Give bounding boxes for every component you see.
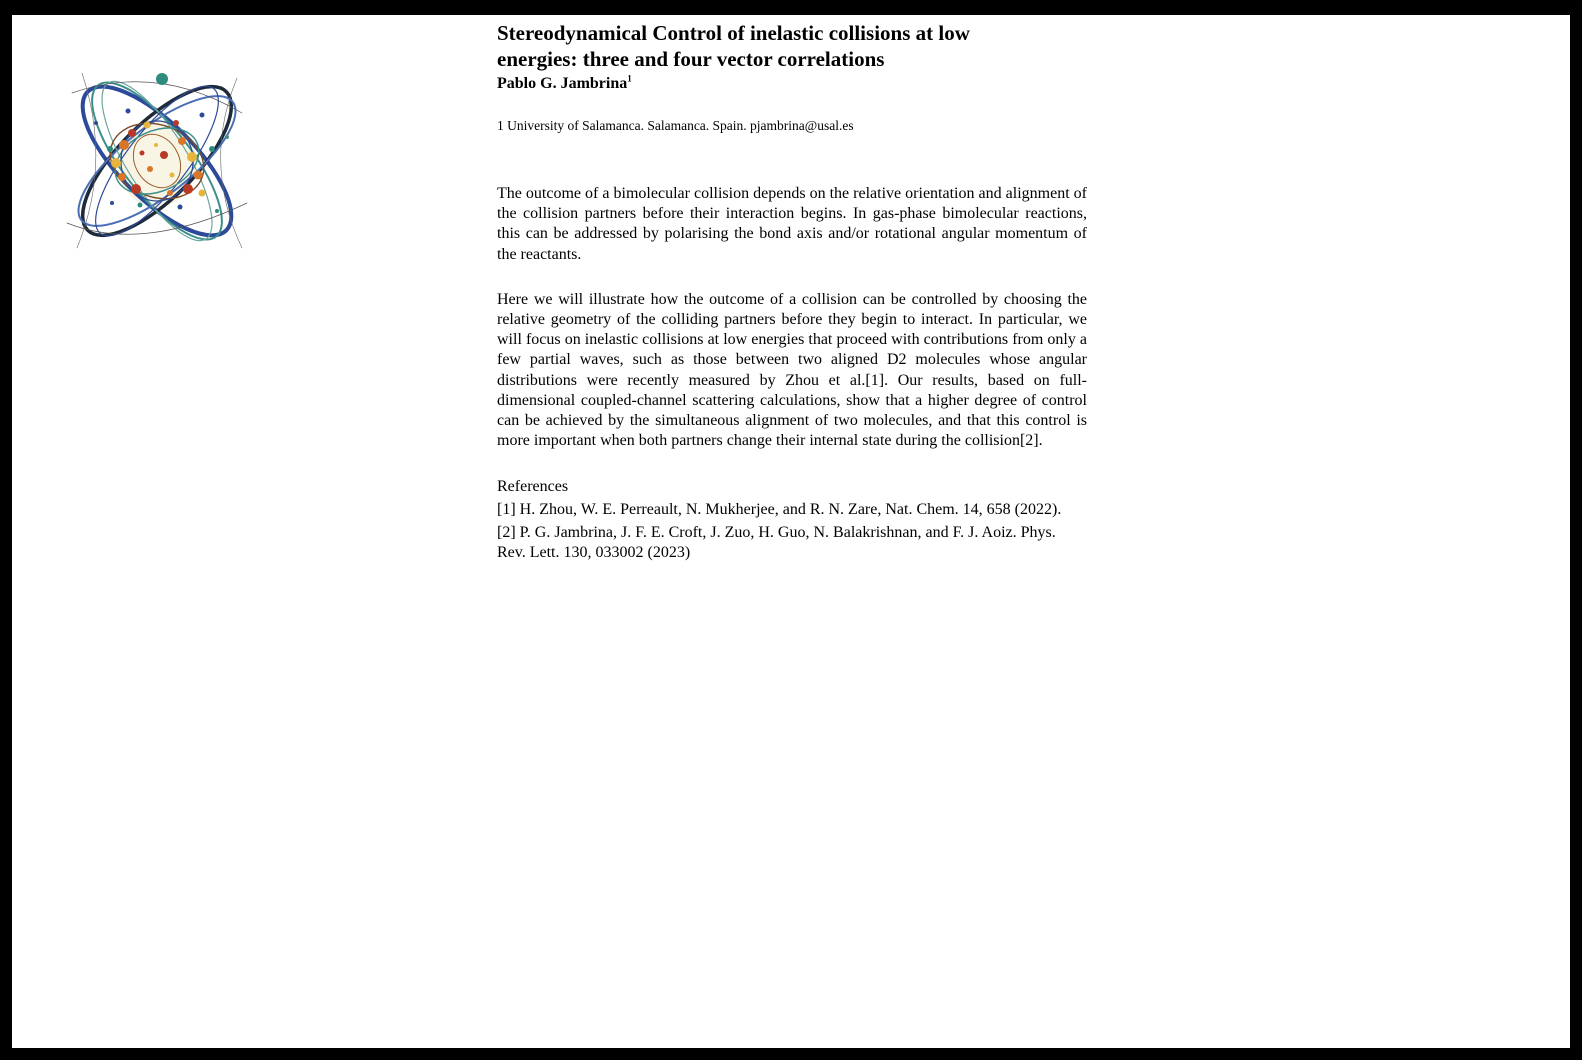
title-line-1: Stereodynamical Control of inelastic collisions at low xyxy=(497,21,970,45)
abstract-paragraph-2: Here we will illustrate how the outcome of a collision can be controlled by choosing the relative geometry of the colliding partners before they begin to interact. In particular, we will focus on inelastic collisions at low energies that proceed with contributions from only a few partial waves, such as those between two aligned D2 molecules whose angular distributions were recently measured by Zhou et al.[1]. Our results, based on full-dimensional coupled-channel scattering calculations, show that a higher degree of control can be achieved by the simultaneous alignment of two molecules, and that this control is more important when both partners change their internal state during the collision[2]. xyxy=(497,290,1087,450)
paper-content xyxy=(497,20,1087,563)
author-affiliation-mark: 1 xyxy=(627,73,632,84)
reference-item-1: [1] H. Zhou, W. E. Perreault, N. Mukherjee, and R. N. Zare, Nat. Chem. 14, 658 (2022). xyxy=(497,501,1062,519)
abstract-paragraph-1: The outcome of a bimolecular collision depends on the relative orientation and alignment of the collision partners before their interaction begins. In gas-phase bimolecular reactions, this can be addressed by polarising the bond axis and/or rotational angular momentum of the reactants. xyxy=(497,185,1087,263)
document-page xyxy=(12,15,1570,1048)
author-name: Pablo G. Jambrina xyxy=(497,75,628,92)
affiliation: 1 University of Salamanca. Salamanca. Spain. pjambrina@usal.es xyxy=(497,118,854,133)
references-heading: References xyxy=(497,478,569,496)
paper-title xyxy=(497,20,1037,72)
atom-orbits-icon xyxy=(52,53,262,263)
title-line-2: energies: three and four vector correlations xyxy=(497,47,885,71)
author-line xyxy=(497,74,1087,94)
reference-item-2: [2] P. G. Jambrina, J. F. E. Croft, J. Zuo, H. Guo, N. Balakrishnan, and F. J. Aoiz. Phys. Rev. Lett. 130, 033002 (2023) xyxy=(497,524,1056,562)
